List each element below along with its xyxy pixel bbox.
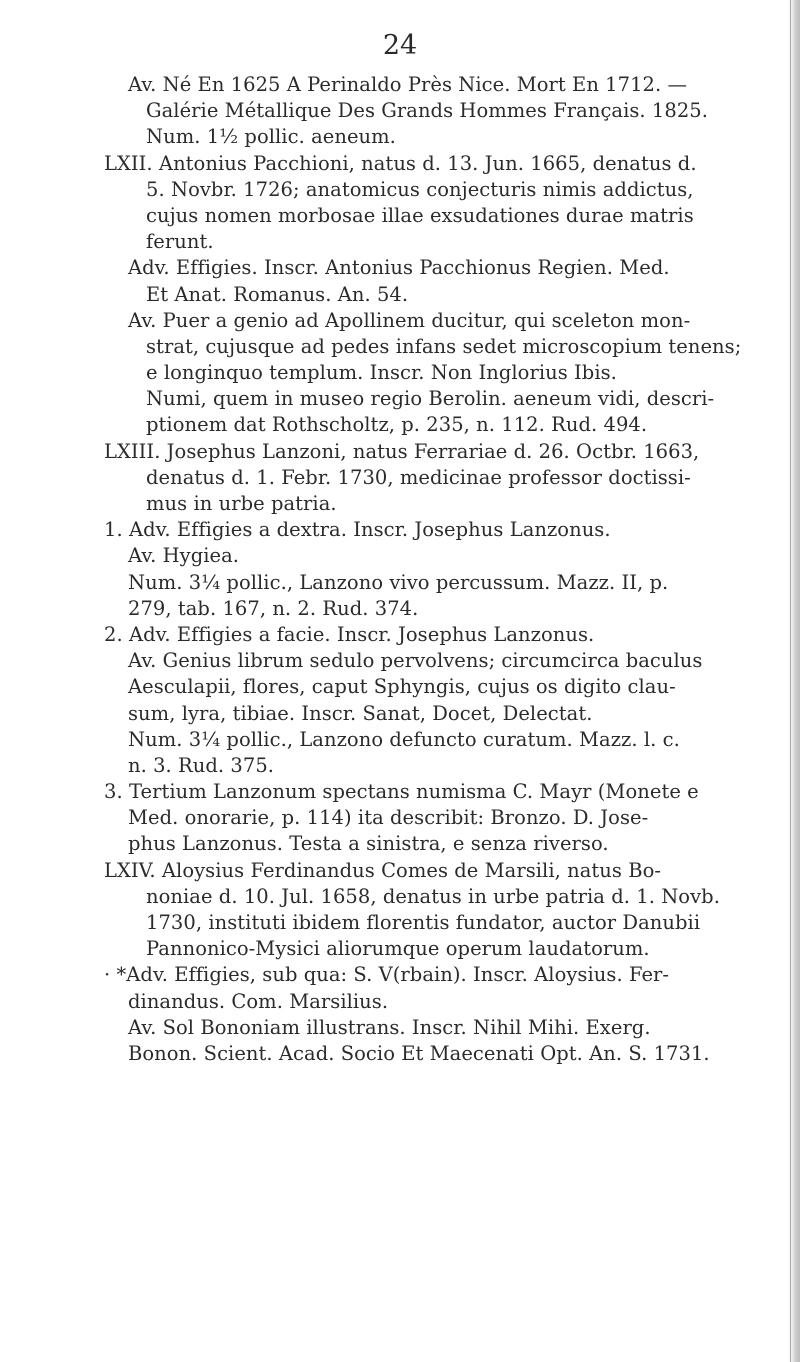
text-line: Et Anat. Romanus. An. 54. [146,282,409,306]
document-body [104,72,772,1067]
text-line: e longinquo templum. Inscr. Non Inglorius Ibis. [146,361,617,385]
text-line: · *Adv. Effigies, sub qua: S. V(rbain). Inscr. Aloysius. Fer- [104,963,670,987]
text-line: LXII. Antonius Pacchioni, natus d. 13. Jun. 1665, denatus d. [104,151,697,175]
text-line: denatus d. 1. Febr. 1730, medicinae professor doctissi- [146,465,691,489]
text-line: 5. Novbr. 1726; anatomicus conjecturis nimis addictus, [146,177,694,201]
text-line: ferunt. [146,230,214,254]
text-line: phus Lanzonus. Testa a sinistra, e senza riverso. [128,832,609,856]
text-line: 3. Tertium Lanzonum spectans numisma C. Mayr (Monete e [104,780,699,804]
text-line: Adv. Effigies. Inscr. Antonius Pacchionus Regien. Med. [128,256,670,280]
text-line: Bonon. Scient. Acad. Socio Et Maecenati Opt. An. S. 1731. [128,1041,710,1065]
page-number: 24 [382,30,418,61]
text-line: Av. Sol Bononiam illustrans. Inscr. Nihil Mihi. Exerg. [128,1015,651,1039]
text-line: mus in urbe patria. [146,492,337,515]
text-line: Av. Puer a genio ad Apollinem ducitur, qui sceleton mon- [128,308,691,332]
text-line: Med. onorarie, p. 114) ita describit: Bronzo. D. Jose- [128,806,649,830]
text-line: n. 3. Rud. 375. [128,753,275,777]
text-line: 2. Adv. Effigies a facie. Inscr. Josephus Lanzonus. [104,622,595,646]
text-line: LXIV. Aloysius Ferdinandus Comes de Marsili, natus Bo- [104,858,662,882]
page-edge-line [790,0,791,1362]
text-line: Numi, quem in museo regio Berolin. aeneum vidi, descri- [146,387,715,411]
text-line: Galérie Métallique Des Grands Hommes Français. 1825. [146,99,709,123]
text-line: Pannonico-Mysici aliorumque operum laudatorum. [146,937,650,961]
text-line: Aesculapii, flores, caput Sphyngis, cujus os digito clau- [128,675,676,699]
text-line: Num. 3¼ pollic., Lanzono defuncto curatum. Mazz. l. c. [128,727,680,751]
text-line: cujus nomen morbosae illae exsudationes durae matris [146,203,694,227]
text-line: strat, cujusque ad pedes infans sedet microscopium tenens; [146,334,742,358]
text-line: 1. Adv. Effigies a dextra. Inscr. Josephus Lanzonus. [104,518,611,542]
text-line: Av. Né En 1625 A Perinaldo Près Nice. Mort En 1712. — [128,73,688,96]
text-line: 279, tab. 167, n. 2. Rud. 374. [128,596,419,620]
text-line: dinandus. Com. Marsilius. [128,989,389,1013]
text-line: noniae d. 10. Jul. 1658, denatus in urbe patria d. 1. Novb. [146,884,720,908]
text-line: Num. 1½ pollic. aeneum. [146,125,396,149]
text-line: sum, lyra, tibiae. Inscr. Sanat, Docet, Delectat. [128,701,593,725]
text-line: ptionem dat Rothscholtz, p. 235, n. 112. Rud. 494. [146,413,648,437]
text-line: LXIII. Josephus Lanzoni, natus Ferrariae d. 26. Octbr. 1663, [104,439,700,463]
text-line: 1730, instituti ibidem florentis fundator, auctor Danubii [146,911,701,934]
text-line: Av. Hygiea. [128,544,240,568]
text-line: Av. Genius librum sedulo pervolvens; circumcirca baculus [128,649,703,673]
text-line: Num. 3¼ pollic., Lanzono vivo percussum. Mazz. II, p. [128,570,669,594]
